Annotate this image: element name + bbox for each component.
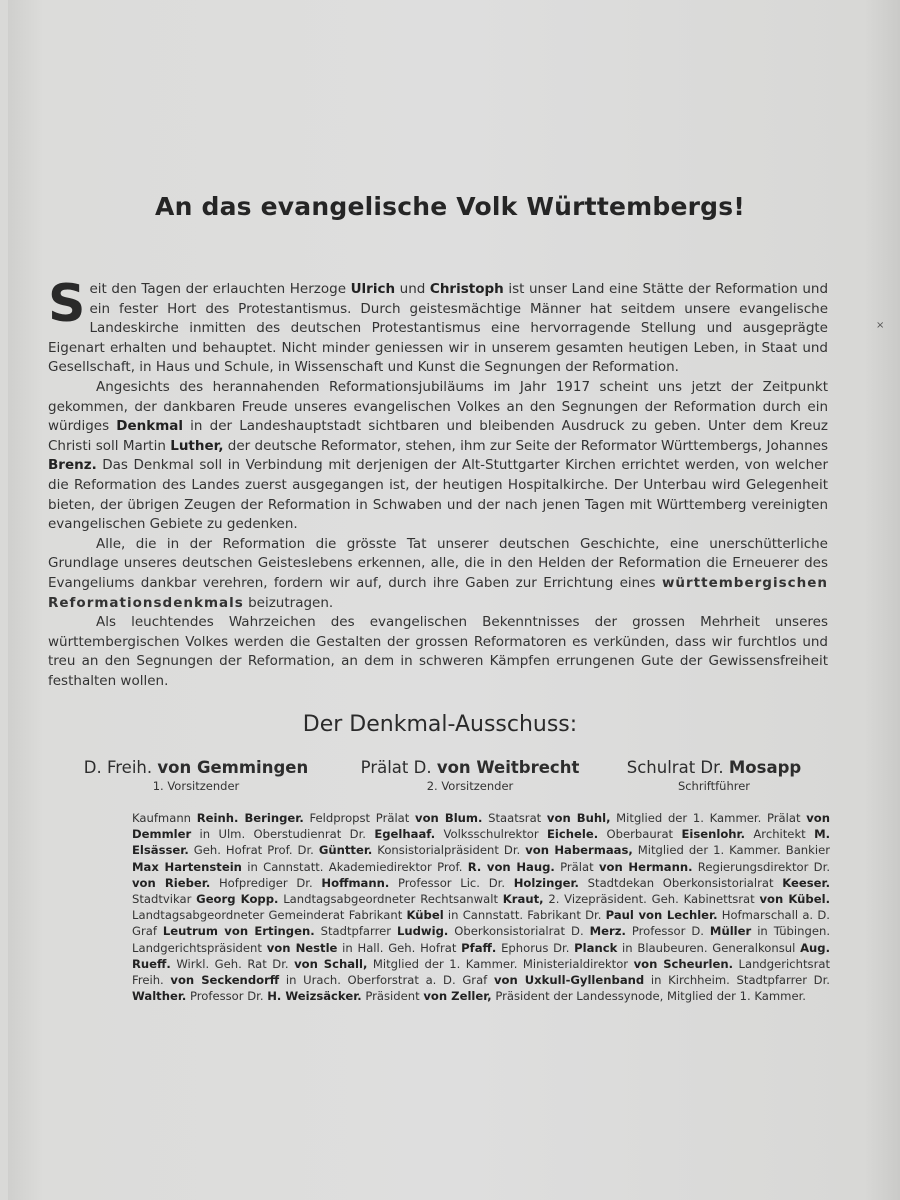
chair-role: Schriftführer — [677, 779, 751, 793]
member-title: Kaufmann — [132, 811, 197, 825]
member-title: Stadtvikar — [132, 892, 197, 907]
member-title: Oberkonsistorialrat D. — [448, 924, 590, 939]
committee-members-list — [132, 810, 830, 1004]
member-title: Professor Dr. — [186, 989, 268, 1004]
paragraph-3 — [48, 535, 828, 613]
paragraph-4 — [48, 613, 828, 691]
member-title: 2. Vizepräsident. Geh. Kabinettsrat — [543, 892, 760, 907]
member-title: Mitglied der 1. Kammer. Prälat — [610, 811, 807, 825]
member-name: Eisenlohr. — [681, 827, 746, 842]
member-name: von Scheurlen. — [633, 956, 734, 971]
chair-role: 1. Vorsitzender — [152, 779, 240, 793]
member-name: H. Weizsäcker. — [267, 989, 362, 1004]
member-title: Geh. Hofrat Prof. Dr. — [188, 843, 319, 858]
member-name: von Rieber. — [132, 875, 211, 890]
member-name: von Uxkull-Gyllenband — [493, 973, 645, 988]
member-title: Feldpropst Prälat — [303, 811, 416, 825]
paragraph-1 — [48, 274, 829, 378]
text: und — [395, 281, 430, 297]
member-name: Max Hartenstein — [132, 859, 242, 874]
member-name: Ludwig. — [396, 924, 449, 939]
member-title: Konsistorialpräsident Dr. — [372, 843, 526, 858]
text: ist unser Land eine Stätte der Reformation und ein fester Hort des Protestantismus. Durch geistesmächtige Männer hat seitdem unsere evangelische Landeskirche inmitten des deutschen Protestantismus eine hervorragende Stellung und ausgeprägte Eigenart erhalten und behauptet. Nicht minder geniessen wir in unserem gesamten heutigen Leben, in Staat und Gesellschaft, in Haus und Schule, in Wissenschaft und Kunst die Segnungen der Reformation. — [48, 281, 829, 376]
chair-title: Schulrat Dr. — [626, 758, 729, 777]
member-name: Planck — [574, 940, 618, 955]
chair-name: von Weitbrecht — [436, 758, 580, 777]
name-brenz: Brenz. — [48, 457, 97, 474]
text: in der Landeshauptstadt sichtbaren und bleibenden Ausdruck zu geben. Unter dem Kreuz Christi soll Martin — [48, 418, 828, 454]
member-title: in Blaubeuren. Generalkonsul — [617, 940, 801, 955]
member-name: von Zeller, — [423, 989, 492, 1004]
member-title: Wirkl. Geh. Rat Dr. — [170, 956, 295, 971]
member-name: von Blum. — [415, 811, 483, 825]
member-name: Müller — [709, 924, 752, 939]
member-title: Oberbaurat — [598, 827, 682, 842]
chair-title: D. Freih. — [83, 758, 158, 777]
member-name: von Kübel. — [759, 892, 830, 907]
member-name: Holzinger. — [513, 875, 579, 890]
member-title: Landtagsabgeordneter Gemeinderat Fabrikant — [132, 908, 407, 923]
member-name: Georg Kopp. — [196, 892, 279, 907]
name-luther: Luther, — [170, 437, 224, 454]
member-title: in Ulm. Oberstudienrat Dr. — [191, 827, 375, 842]
member-title: Hofprediger Dr. — [210, 875, 322, 890]
text: Das Denkmal soll in Verbindung mit derjenigen der Alt-Stuttgarter Kirchen errichtet werden, von welcher die Reformation des Landes zuerst ausgegangen ist, der heutigen Hospitalkirche. Der Unterbau wird Gelegenheit bieten, der übrigen Zeugen der Reformation in Schwaben und der nach jenen Tagen mit Württemberg vereinigten evangelischen Gebiete zu gedenken. — [48, 457, 828, 533]
text: beizutragen. — [243, 594, 334, 611]
member-title: Professor D. — [625, 924, 710, 939]
member-title: Landtagsabgeordneter Rechtsanwalt — [278, 892, 503, 907]
member-name: von Schall, — [294, 956, 368, 971]
member-name: Güntter. — [318, 843, 373, 858]
chair-name: von Gemmingen — [157, 758, 309, 777]
chair-1 — [66, 758, 326, 793]
text: Als leuchtendes Wahrzeichen des evangelischen Bekenntnisses der grossen Mehrheit unseres württembergischen Volkes werden die Gestalten der grossen Reformatoren es verkünden, dass wir furchtlos und treu an den Segnungen der Reformation, an dem in schweren Kämpfen errungenen Gute der Gewissensfreiheit festhalten wollen. — [48, 614, 828, 689]
member-title: Prälat — [554, 859, 599, 874]
member-name: Walther. — [132, 989, 187, 1004]
member-name: von Nestle — [266, 940, 338, 955]
member-title: in Kirchheim. Stadtpfarrer Dr. — [644, 973, 830, 988]
name-christoph: Christoph — [429, 281, 504, 297]
member-name: Aug. Rueff. — [132, 940, 831, 971]
member-title: Mitglied der 1. Kammer. Ministerialdirektor — [367, 956, 634, 971]
member-title: Regierungsdirektor Dr. — [692, 859, 830, 874]
member-name: von Hermann. — [598, 859, 693, 874]
member-title: in Cannstatt. Fabrikant Dr. — [443, 908, 606, 923]
member-name: Pfaff. — [461, 940, 497, 955]
member-title: Präsident — [361, 989, 424, 1004]
member-title: Staatsrat — [482, 811, 547, 825]
member-title: in Cannstatt. Akademiedirektor Prof. — [241, 859, 468, 874]
member-name: von Demmler — [132, 811, 830, 842]
member-name: Merz. — [589, 924, 626, 939]
text: eit den Tagen der erlauchten Herzoge — [89, 281, 351, 297]
member-title: Präsident der Landessynode, Mitglied der 1. Kammer. — [491, 989, 806, 1004]
text: Alle, die in der Reformation die grösste Tat unserer deutschen Geschichte, eine unerschütterliche Grundlage unseres deutschen Geisteslebens erkennen, alle, die in den Helden der Reformation die Erneuerer des Evangeliums dankbar verehren, fordern wir auf, durch ihre Gaben zur Errichtung eines — [48, 535, 828, 591]
member-name: von Seckendorff — [170, 973, 280, 988]
margin-mark: × — [876, 320, 885, 331]
member-name: Kübel — [406, 908, 444, 923]
member-title: Ephorus Dr. — [496, 940, 575, 955]
member-title: Professor Lic. Dr. — [389, 875, 514, 890]
member-name: Eichele. — [547, 827, 599, 842]
member-title: Hofmarschall a. D. Graf — [132, 908, 830, 939]
committee-heading: Der Denkmal-Ausschuss: — [302, 712, 578, 737]
appeal-body — [48, 274, 829, 691]
member-name: R. von Haug. — [467, 859, 555, 874]
text: der deutsche Reformator, stehen, ihm zur Seite der Reformator Württembergs, Johannes — [223, 437, 828, 454]
member-title: Landgerichtsrat Freih. — [132, 956, 830, 988]
emphasis-denkmal-phrase: württembergischen Reformationsdenkmals — [48, 574, 828, 611]
member-title: Volksschulrektor — [435, 827, 548, 842]
member-title: Stadtdekan Oberkonsistorialrat — [578, 875, 783, 890]
member-name: Kraut, — [502, 892, 544, 907]
member-name: Egelhaaf. — [374, 827, 436, 842]
member-title: in Hall. Geh. Hofrat — [337, 940, 462, 955]
drop-cap: S — [48, 274, 86, 334]
member-name: von Buhl, — [546, 811, 611, 825]
member-title: Architekt — [745, 827, 815, 842]
page-title: An das evangelische Volk Württembergs! — [155, 192, 745, 221]
name-ulrich: Ulrich — [350, 281, 396, 297]
member-title: Stadtpfarrer — [314, 924, 397, 939]
member-name: Paul von Lechler. — [605, 908, 718, 923]
member-name: M. Elsässer. — [132, 827, 831, 858]
emphasis-denkmal: Denkmal — [116, 418, 184, 435]
chair-name: Mosapp — [728, 758, 802, 777]
chair-3 — [614, 758, 814, 793]
text: Angesichts des herannahenden Reformationsjubiläums im Jahr 1917 scheint uns jetzt der Zeitpunkt gekommen, der dankbaren Freude unseres evangelischen Volkes an den Segnungen der Reformation durch ein würdiges — [48, 378, 828, 435]
chair-title: Prälat D. — [360, 758, 437, 777]
member-name: von Habermaas, — [525, 843, 633, 858]
member-name: Hoffmann. — [321, 875, 390, 890]
member-name: Leutrum von Ertingen. — [162, 924, 315, 939]
chair-role: 2. Vorsitzender — [426, 779, 514, 793]
member-title: Mitglied der 1. Kammer. Bankier — [632, 843, 830, 858]
member-title: in Tübingen. Landgerichtspräsident — [132, 924, 831, 955]
member-title: in Urach. Oberforstrat a. D. Graf — [279, 973, 494, 988]
member-name: Reinh. Beringer. — [196, 811, 304, 825]
member-name: Keeser. — [782, 875, 830, 890]
paragraph-2 — [48, 378, 828, 535]
chair-2 — [350, 758, 590, 793]
